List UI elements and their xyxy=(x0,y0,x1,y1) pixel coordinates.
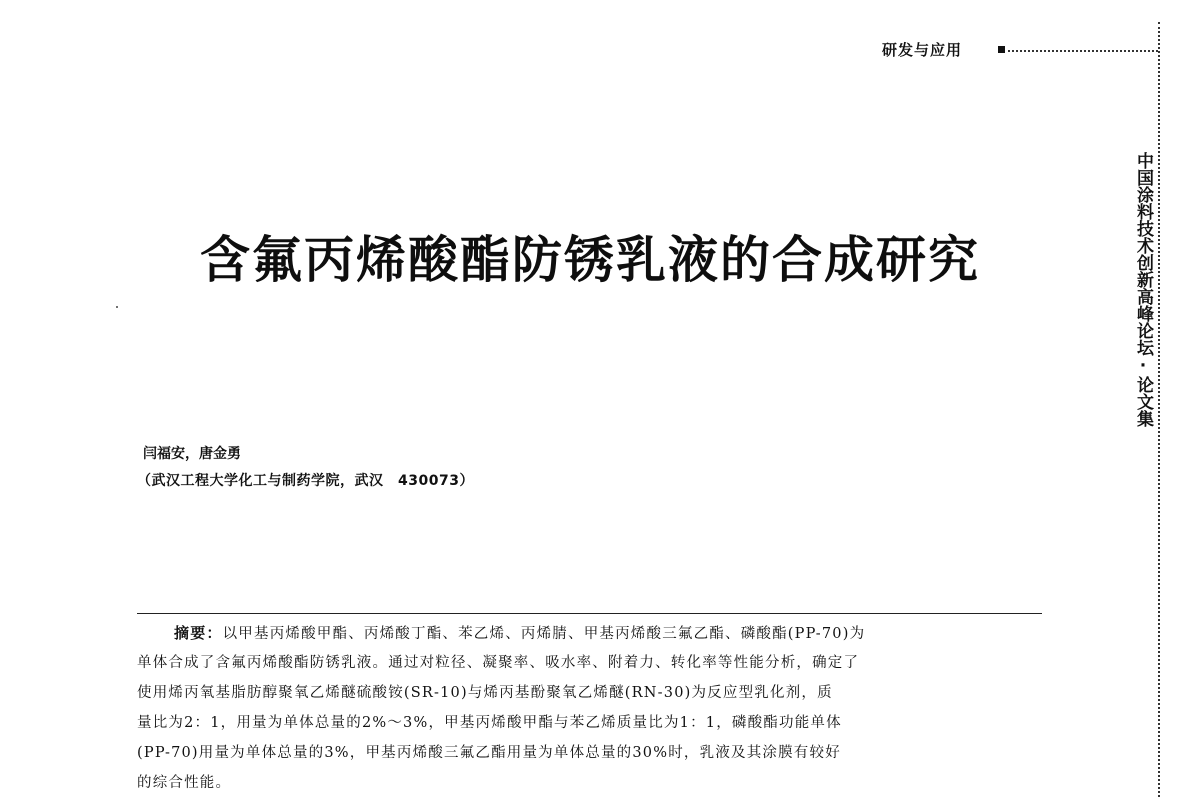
paper-authors: 闫福安，唐金勇 xyxy=(143,446,241,462)
section-marker-square xyxy=(998,46,1005,53)
side-proceedings-title: 中国涂料技术创新高峰论坛·论文集 xyxy=(1133,152,1153,427)
abstract-block xyxy=(137,618,1042,798)
abstract-top-rule xyxy=(137,613,1042,614)
abstract-label: 摘要： xyxy=(174,624,223,642)
header-dotted-rule xyxy=(1008,50,1158,52)
abstract-line: 的综合性能。 xyxy=(137,775,232,791)
scan-speck xyxy=(116,306,118,308)
abstract-line: 使用烯丙氧基脂肪醇聚氧乙烯醚硫酸铵(SR-10)与烯丙基酚聚氧乙烯醚(RN-30)为反应型乳化剂，质 xyxy=(137,685,833,701)
abstract-line-text: 以甲基丙烯酸甲酯、丙烯酸丁酯、苯乙烯、丙烯腈、甲基丙烯酸三氟乙酯、磷酸酯(PP-70)为 xyxy=(222,626,866,642)
section-label: 研发与应用 xyxy=(882,41,963,59)
abstract-line xyxy=(137,618,1042,648)
abstract-line: 单体合成了含氟丙烯酸酯防锈乳液。通过对粒径、凝聚率、吸水率、附着力、转化率等性能分析，确定了 xyxy=(137,655,860,671)
side-dotted-rule xyxy=(1158,22,1160,797)
abstract-line: (PP-70)用量为单体总量的3%，甲基丙烯酸三氟乙酯用量为单体总量的30%时，乳液及其涂膜有较好 xyxy=(137,745,841,761)
paper-affiliation: （武汉工程大学化工与制药学院，武汉 430073） xyxy=(137,473,474,489)
abstract-line: 量比为2：1，用量为单体总量的2%～3%，甲基丙烯酸甲酯与苯乙烯质量比为1：1，磷酸酯功能单体 xyxy=(137,715,842,731)
paper-title: 含氟丙烯酸酯防锈乳液的合成研究 xyxy=(200,230,980,289)
